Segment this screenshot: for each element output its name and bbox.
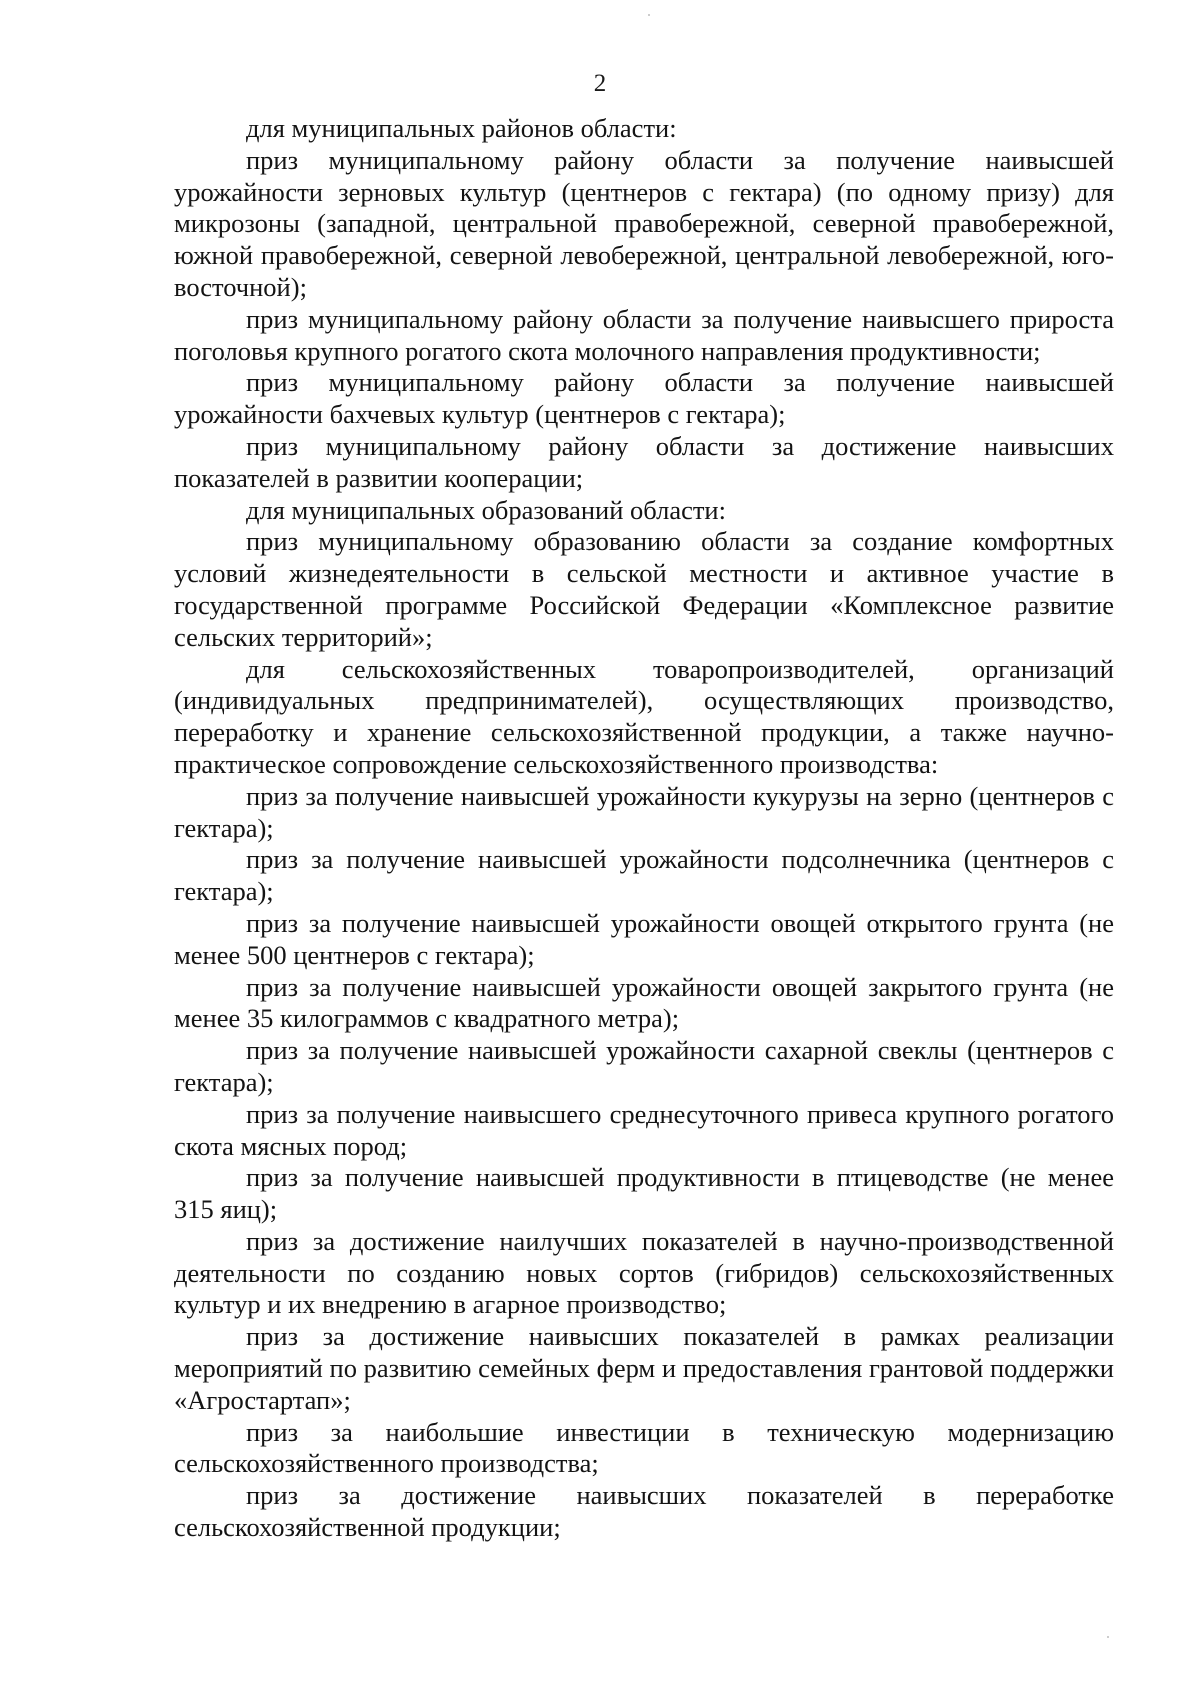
prize-item: приз за получение наивысшей продуктивности в птицеводстве (не менее 315 яиц); [174, 1162, 1114, 1225]
document-body [174, 113, 1114, 1544]
prize-item: приз муниципальному образованию области за создание комфортных условий жизнедеятельности в сельской местности и активное участие в государственной программе Российской Федерации «Комплексное развитие сельских территорий»; [174, 526, 1114, 652]
prize-item: приз за достижение наивысших показателей в переработке сельскохозяйственной продукции; [174, 1480, 1114, 1543]
prize-item: приз за достижение наивысших показателей в рамках реализации мероприятий по развитию семейных ферм и предоставления грантовой поддержки «Агростартап»; [174, 1321, 1114, 1415]
prize-item: приз за получение наивысшей урожайности овощей закрытого грунта (не менее 35 килограммов с квадратного метра); [174, 971, 1114, 1034]
scan-speck [648, 14, 650, 16]
prize-item: приз за получение наивысшей урожайности подсолнечника (центнеров с гектара); [174, 844, 1114, 907]
section-heading-producers: для сельскохозяйственных товаропроизводителей, организаций (индивидуальных предпринимателей), осуществляющих производство, переработку и хранение сельскохозяйственной продукции, а также научно-практическое сопровождение сельскохозяйственного производства: [174, 653, 1114, 779]
prize-item: приз за получение наивысшей урожайности кукурузы на зерно (центнеров с гектара); [174, 780, 1114, 843]
prize-item: приз муниципальному району области за получение наивысшей урожайности бахчевых культур (центнеров с гектара); [174, 367, 1114, 430]
prize-item: приз муниципальному району области за достижение наивысших показателей в развитии кооперации; [174, 430, 1114, 493]
prize-item: приз муниципальному району области за получение наивысшей урожайности зерновых культур (центнеров с гектара) (по одному призу) для микрозоны (западной, центральной правобережной, северной правобережной, южной правобережной, северной левобережной, центральной левобережной, юго-восточной); [174, 144, 1114, 302]
prize-item: приз муниципальному району области за получение наивысшего прироста поголовья крупного рогатого скота молочного направления продуктивности; [174, 303, 1114, 366]
scan-speck [1107, 1636, 1109, 1638]
section-heading-districts: для муниципальных районов области: [246, 113, 677, 143]
prize-item: приз за наибольшие инвестиции в техническую модернизацию сельскохозяйственного производства; [174, 1416, 1114, 1479]
prize-item: приз за получение наивысшей урожайности сахарной свеклы (центнеров с гектара); [174, 1035, 1114, 1097]
section-heading-municipalities: для муниципальных образований области: [246, 494, 726, 525]
page-number: 2 [593, 70, 607, 97]
prize-item: приз за достижение наилучших показателей в научно-производственной деятельности по созданию новых сортов (гибридов) сельскохозяйственных культур и их внедрению в агарное производство; [174, 1225, 1114, 1320]
prize-item: приз за получение наивысшей урожайности овощей открытого грунта (не менее 500 центнеров с гектара); [174, 907, 1114, 970]
prize-item: приз за получение наивысшего среднесуточного привеса крупного рогатого скота мясных пород; [174, 1098, 1114, 1161]
